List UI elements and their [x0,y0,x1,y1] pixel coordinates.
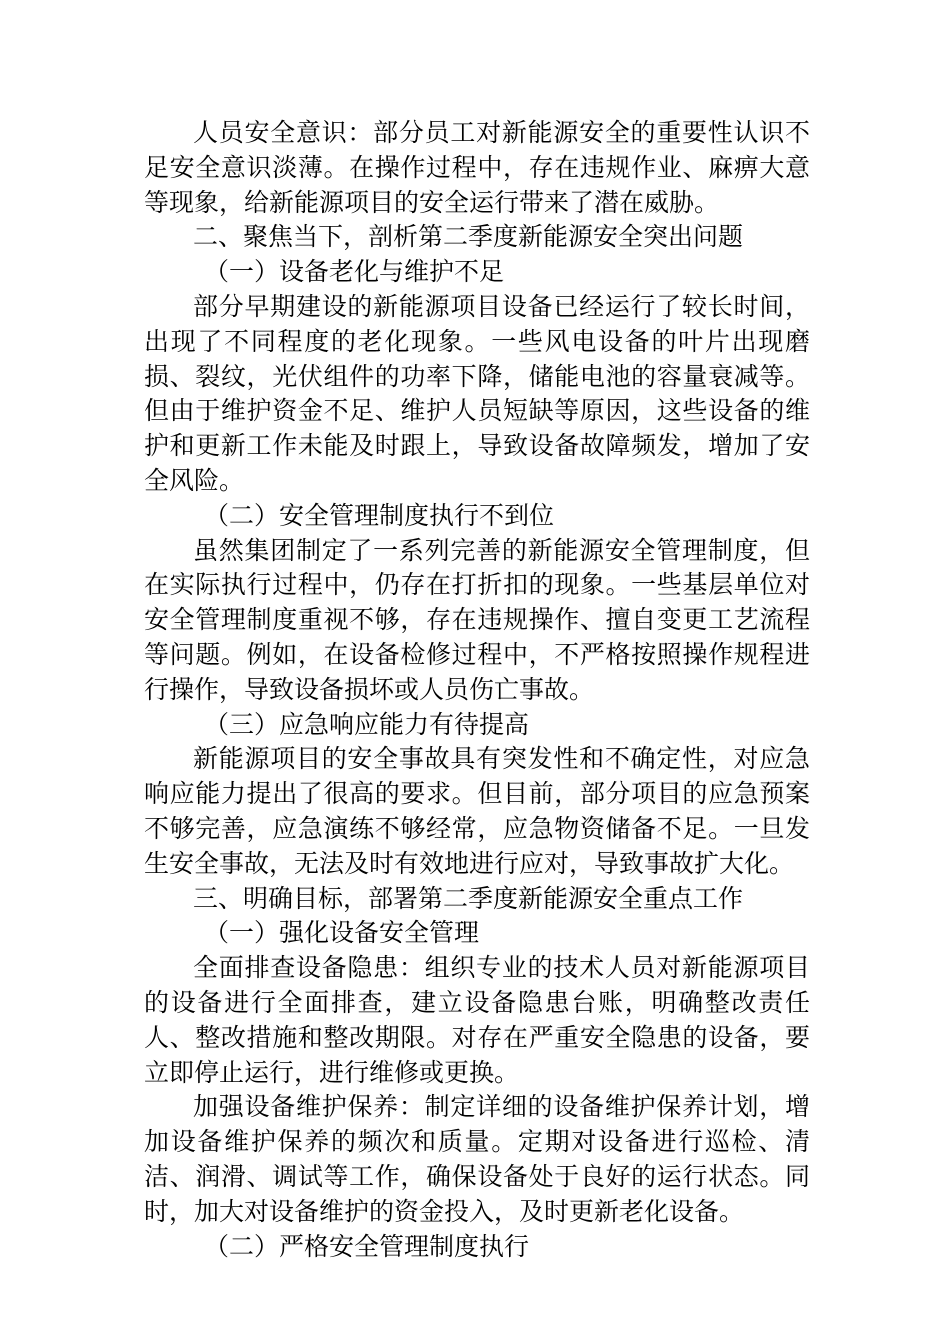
subsection-heading-equipment-aging: （一）设备老化与维护不足 [204,257,505,287]
paragraph-equipment-aging: 部分早期建设的新能源项目设备已经运行了较长时间，出现了不同程度的老化现象。一些风电设备的叶片出现磨损、裂纹，光伏组件的功率下降，储能电池的容量衰减等。但由于维护资金不足、维护人员短缺等原因，这些设备的维护和更新工作未能及时跟上，导致设备故障频发，增加了安全风险。 [144,291,810,495]
subsection-heading-equipment-safety: （一）强化设备安全管理 [204,918,480,948]
paragraph-hazard-inspection: 全面排查设备隐患：组织专业的技术人员对新能源项目的设备进行全面排查，建立设备隐患台账，明确整改责任人、整改措施和整改期限。对存在严重安全隐患的设备，要立即停止运行，进行维修或更换。 [144,953,810,1087]
section-heading-3: 三、明确目标，部署第二季度新能源安全重点工作 [193,883,744,913]
subsection-heading-management-system: （二）安全管理制度执行不到位 [204,500,555,530]
subsection-heading-emergency-response: （三）应急响应能力有待提高 [204,709,530,739]
section-heading-2: 二、聚焦当下，剖析第二季度新能源安全突出问题 [193,222,744,252]
paragraph-maintenance: 加强设备维护保养：制定详细的设备维护保养计划，增加设备维护保养的频次和质量。定期对设备进行巡检、清洁、润滑、调试等工作，确保设备处于良好的运行状态。同时，加大对设备维护的资金投入，及时更新老化设备。 [144,1092,810,1226]
document-body [144,116,810,1264]
paragraph-management-system: 虽然集团制定了一系列完善的新能源安全管理制度，但在实际执行过程中，仍存在打折扣的现象。一些基层单位对安全管理制度重视不够，存在违规操作、擅自变更工艺流程等问题。例如，在设备检修过程中，不严格按照操作规程进行操作，导致设备损坏或人员伤亡事故。 [144,535,810,704]
paragraph-emergency-response: 新能源项目的安全事故具有突发性和不确定性，对应急响应能力提出了很高的要求。但目前，部分项目的应急预案不够完善，应急演练不够经常，应急物资储备不足。一旦发生安全事故，无法及时有效地进行应对，导致事故扩大化。 [144,744,810,878]
paragraph-personnel-safety-awareness: 人员安全意识：部分员工对新能源安全的重要性认识不足安全意识淡薄。在操作过程中，存在违规作业、麻痹大意等现象，给新能源项目的安全运行带来了潜在威胁。 [144,118,810,217]
subsection-heading-strict-execution: （二）严格安全管理制度执行 [204,1231,530,1261]
